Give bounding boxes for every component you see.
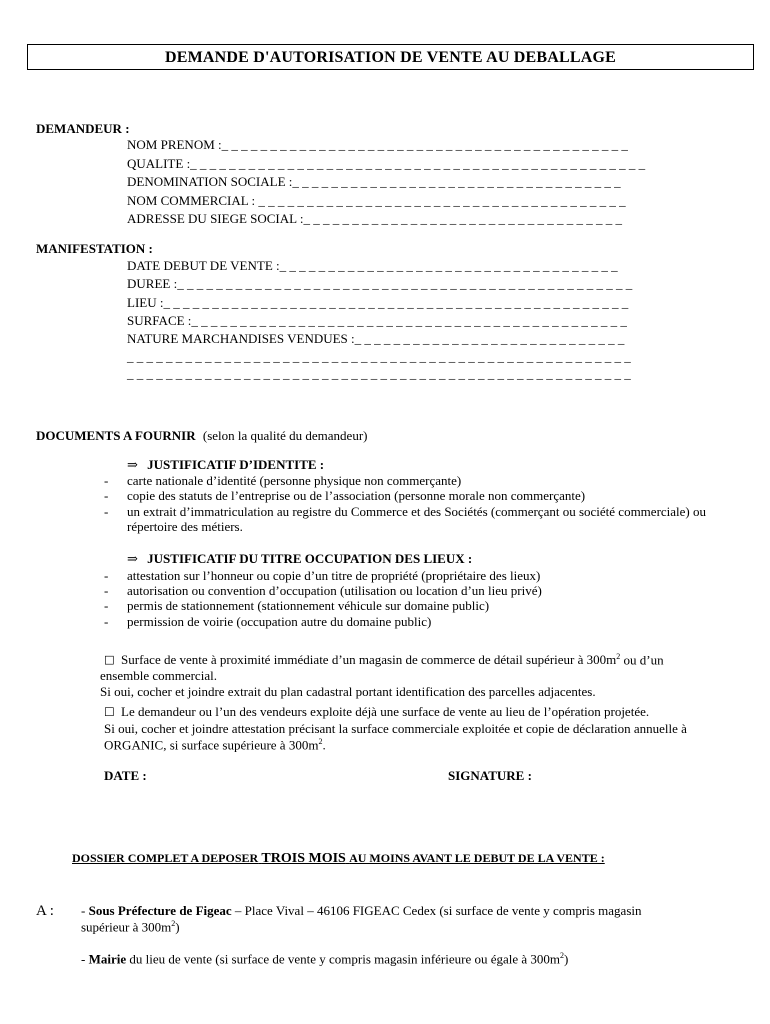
list-dash: -	[104, 473, 109, 488]
list-dash: -	[81, 903, 86, 918]
mairie-text: du lieu de vente (si surface de vente y compris magasin inférieure ou égale à 300m	[126, 951, 561, 967]
vendeur-check-row	[104, 704, 649, 720]
documents-heading: DOCUMENTS A FOURNIR	[36, 428, 196, 443]
vendeur-line-2: Si oui, cocher et joindre attestation précisant la surface commerciale exploitée et copie de déclaration annuelle à	[104, 721, 687, 736]
field-lieu[interactable]: LIEU :_ _ _ _ _ _ _ _ _ _ _ _ _ _ _ _ _ _ _ _ _ _ _ _ _ _ _ _ _ _ _ _ _ _ _ _ _ _ _ _ _ _ _ _ _ _ _ _	[127, 295, 629, 310]
sous-prefecture-row	[81, 903, 642, 919]
field-adresse-siege[interactable]: ADRESSE DU SIEGE SOCIAL :_ _ _ _ _ _ _ _ _ _ _ _ _ _ _ _ _ _ _ _ _ _ _ _ _ _ _ _ _ _ _ _ _	[127, 211, 622, 226]
list-item: autorisation ou convention d’occupation (utilisation ou location d’un lieu privé)	[127, 583, 542, 598]
list-item: attestation sur l’honneur ou copie d’un titre de propriété (propriétaire des lieux)	[127, 568, 541, 583]
vendeur-line-3	[104, 737, 326, 753]
field-surface[interactable]: SURFACE :_ _ _ _ _ _ _ _ _ _ _ _ _ _ _ _ _ _ _ _ _ _ _ _ _ _ _ _ _ _ _ _ _ _ _ _ _ _ _ _ _ _ _ _ _	[127, 313, 627, 328]
identite-title: JUSTIFICATIF D’IDENTITE :	[147, 457, 325, 472]
surface-check-row	[104, 652, 664, 668]
vendeur-text: Le demandeur ou l’un des vendeurs exploite déjà une surface de vente au lieu de l’opération projetée.	[121, 704, 650, 719]
manifestation-heading: MANIFESTATION :	[36, 241, 153, 256]
identite-title-row	[127, 457, 324, 473]
surface-sup: 2	[616, 652, 621, 661]
list-item: carte nationale d’identité (personne physique non commerçante)	[127, 473, 462, 488]
field-nom-prenom[interactable]: NOM PRENOM :_ _ _ _ _ _ _ _ _ _ _ _ _ _ _ _ _ _ _ _ _ _ _ _ _ _ _ _ _ _ _ _ _ _ _ _ _ _ _ _ _ _	[127, 137, 628, 152]
list-dash: -	[104, 504, 109, 519]
occupation-title: JUSTIFICATIF DU TITRE OCCUPATION DES LIEUX :	[147, 551, 473, 566]
vendeur-line-3-text: ORGANIC, si surface supérieure à 300m	[104, 737, 319, 753]
list-dash: -	[104, 583, 109, 598]
field-nature-line-3[interactable]: _ _ _ _ _ _ _ _ _ _ _ _ _ _ _ _ _ _ _ _ _ _ _ _ _ _ _ _ _ _ _ _ _ _ _ _ _ _ _ _ _ _ _ _ _ _ _ _ _ _ _ _	[127, 366, 631, 381]
sous-prefecture-line-2-end: )	[175, 919, 180, 935]
list-dash: -	[81, 951, 86, 967]
signature-label: SIGNATURE :	[448, 768, 532, 783]
sous-prefecture-name: Sous Préfecture de Figeac	[88, 903, 232, 918]
mairie-end: )	[564, 951, 569, 967]
dossier-part-2: TROIS MOIS	[261, 851, 346, 866]
list-dash: -	[104, 598, 109, 613]
mairie-row	[81, 951, 568, 967]
list-item: copie des statuts de l’entreprise ou de l’association (personne morale non commerçante)	[127, 488, 586, 503]
dossier-heading	[72, 850, 605, 867]
field-nature-line-2[interactable]: _ _ _ _ _ _ _ _ _ _ _ _ _ _ _ _ _ _ _ _ _ _ _ _ _ _ _ _ _ _ _ _ _ _ _ _ _ _ _ _ _ _ _ _ _ _ _ _ _ _ _ _	[127, 349, 631, 364]
list-item: un extrait d’immatriculation au registre du Commerce et des Sociétés (commerçant ou société commerciale) ou répertoire des métiers.	[127, 504, 707, 534]
documents-heading-row	[36, 428, 367, 444]
list-item: permission de voirie (occupation autre du domaine public)	[127, 614, 432, 629]
documents-note: (selon la qualité du demandeur)	[202, 428, 368, 443]
surface-text: Surface de vente à proximité immédiate d’un magasin de commerce de détail supérieur à 300m	[121, 652, 617, 668]
list-item: permis de stationnement (stationnement véhicule sur domaine public)	[127, 598, 490, 613]
list-dash: -	[104, 568, 109, 583]
vendeur-sup: 2	[318, 737, 323, 746]
surface-text-end: ou d’un	[620, 652, 664, 668]
field-date-debut[interactable]: DATE DEBUT DE VENTE :_ _ _ _ _ _ _ _ _ _ _ _ _ _ _ _ _ _ _ _ _ _ _ _ _ _ _ _ _ _ _ _ _ _ _	[127, 258, 618, 273]
mairie-name: Mairie	[88, 951, 127, 967]
field-nom-commercial[interactable]: NOM COMMERCIAL : _ _ _ _ _ _ _ _ _ _ _ _ _ _ _ _ _ _ _ _ _ _ _ _ _ _ _ _ _ _ _ _ _ _ _ _ _ _	[127, 193, 626, 208]
page-title: DEMANDE D'AUTORISATION DE VENTE AU DEBALLAGE	[27, 44, 754, 70]
field-denomination-sociale[interactable]: DENOMINATION SOCIALE :_ _ _ _ _ _ _ _ _ _ _ _ _ _ _ _ _ _ _ _ _ _ _ _ _ _ _ _ _ _ _ _ _ _	[127, 174, 621, 189]
sous-prefecture-address: – Place Vival – 46106 FIGEAC Cedex (si surface de vente y compris magasin	[231, 903, 642, 918]
surface-checkbox[interactable]: ☐	[104, 653, 115, 668]
sous-prefecture-line-2-text: supérieur à 300m	[81, 919, 172, 935]
list-dash: -	[104, 614, 109, 629]
mairie-sup: 2	[560, 951, 565, 960]
demandeur-heading: DEMANDEUR :	[36, 121, 130, 136]
dossier-part-1: DOSSIER COMPLET A DEPOSER	[72, 851, 259, 865]
depot-a-label: A :	[36, 903, 54, 919]
sous-prefecture-sup: 2	[171, 919, 176, 928]
date-label: DATE :	[104, 768, 147, 783]
occupation-title-row	[127, 551, 472, 567]
surface-line-2: ensemble commercial.	[100, 668, 217, 683]
vendeur-line-3-end: .	[322, 737, 326, 753]
list-dash: -	[104, 488, 109, 503]
field-nature-marchandises[interactable]: NATURE MARCHANDISES VENDUES :_ _ _ _ _ _ _ _ _ _ _ _ _ _ _ _ _ _ _ _ _ _ _ _ _ _ _ _	[127, 331, 625, 346]
field-duree[interactable]: DUREE :_ _ _ _ _ _ _ _ _ _ _ _ _ _ _ _ _ _ _ _ _ _ _ _ _ _ _ _ _ _ _ _ _ _ _ _ _ _ _ _ _ _ _ _ _ _ _	[127, 276, 633, 291]
field-qualite[interactable]: QUALITE :_ _ _ _ _ _ _ _ _ _ _ _ _ _ _ _ _ _ _ _ _ _ _ _ _ _ _ _ _ _ _ _ _ _ _ _ _ _ _ _ _ _ _ _ _ _ _	[127, 156, 646, 171]
dossier-part-3: AU MOINS AVANT LE DEBUT DE LA VENTE :	[349, 851, 605, 865]
sous-prefecture-line-2	[81, 919, 180, 935]
arrow-icon: ⇒	[127, 457, 138, 472]
surface-line-3: Si oui, cocher et joindre extrait du plan cadastral portant identification des parcelles adjacentes.	[100, 684, 596, 699]
arrow-icon: ⇒	[127, 551, 138, 566]
vendeur-checkbox[interactable]: ☐	[104, 705, 115, 719]
